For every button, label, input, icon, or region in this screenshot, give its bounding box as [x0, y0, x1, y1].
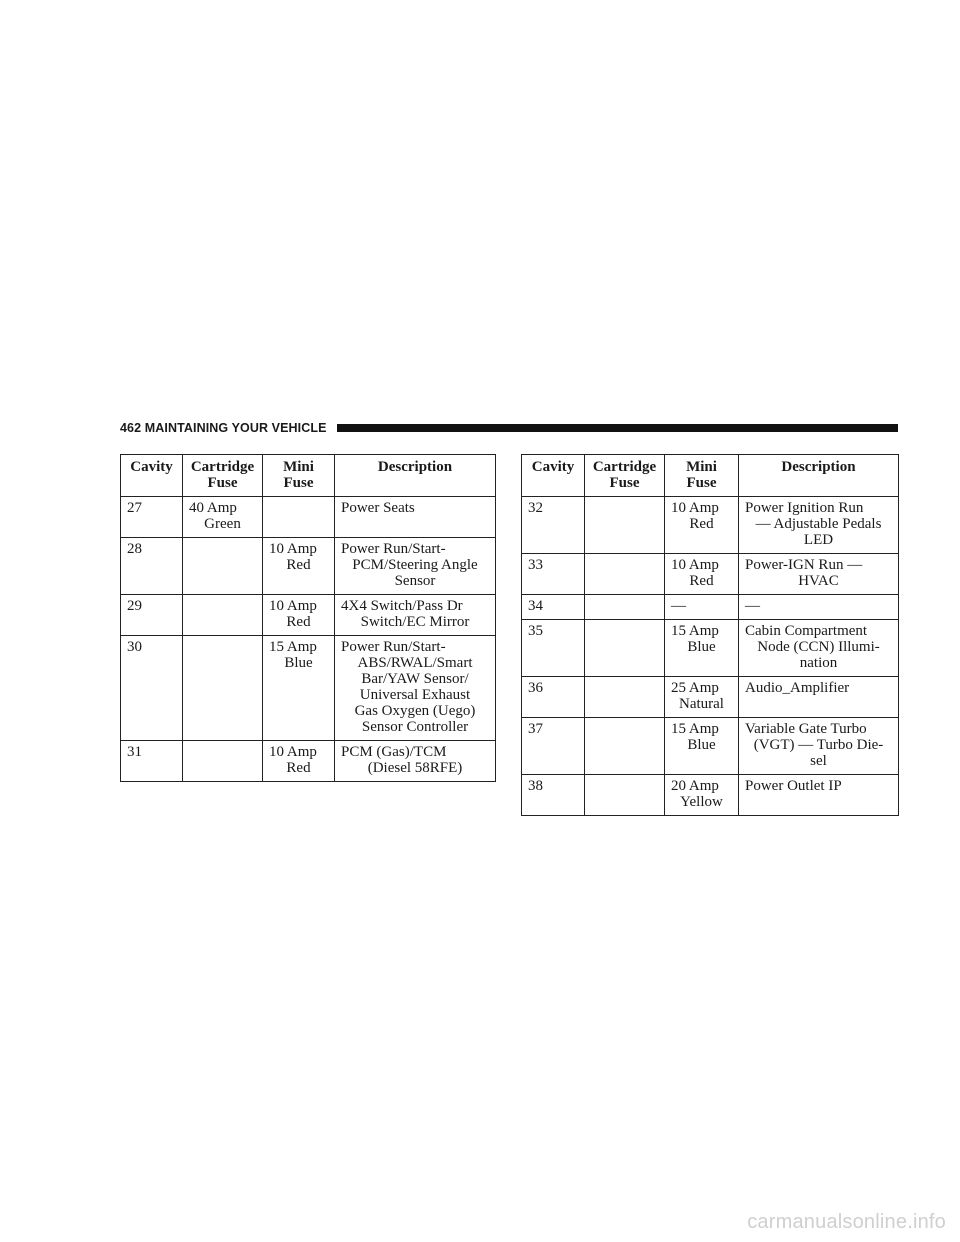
fuse-table-left-body — [121, 497, 496, 782]
table-row — [522, 554, 899, 595]
table-row — [121, 538, 496, 595]
table-row — [522, 677, 899, 718]
mini-fuse-cell: 20 Amp Yellow — [665, 775, 739, 816]
cartridge-fuse-cell — [585, 554, 665, 595]
description-cell: Power Ignition Run — Adjustable Pedals LED — [739, 497, 899, 554]
mini-fuse-cell: 15 Amp Blue — [665, 620, 739, 677]
mini-fuse-cell: — — [665, 595, 739, 620]
description-cell: 4X4 Switch/Pass Dr Switch/EC Mirror — [335, 595, 496, 636]
cartridge-fuse-cell — [183, 595, 263, 636]
cartridge-fuse-cell — [183, 741, 263, 782]
description-cell: — — [739, 595, 899, 620]
description-cell: Power-IGN Run — HVAC — [739, 554, 899, 595]
table-row — [522, 595, 899, 620]
column-header-cavity: Cavity — [522, 455, 585, 497]
column-header-cavity: Cavity — [121, 455, 183, 497]
mini-fuse-cell: 10 Amp Red — [263, 595, 335, 636]
table-row — [121, 595, 496, 636]
cartridge-fuse-cell — [585, 677, 665, 718]
cavity-cell: 29 — [121, 595, 183, 636]
table-row — [522, 620, 899, 677]
description-cell: Audio_Amplifier — [739, 677, 899, 718]
cartridge-fuse-cell — [183, 538, 263, 595]
mini-fuse-cell: 10 Amp Red — [263, 741, 335, 782]
cavity-cell: 38 — [522, 775, 585, 816]
table-row — [121, 497, 496, 538]
mini-fuse-cell: 10 Amp Red — [665, 497, 739, 554]
cartridge-fuse-cell — [585, 775, 665, 816]
column-header-cartridge-fuse: Cartridge Fuse — [183, 455, 263, 497]
description-cell: Cabin Compartment Node (CCN) Illumi- nation — [739, 620, 899, 677]
fuse-table-left — [120, 454, 496, 782]
cavity-cell: 35 — [522, 620, 585, 677]
table-row — [522, 718, 899, 775]
cartridge-fuse-cell: 40 Amp Green — [183, 497, 263, 538]
cavity-cell: 27 — [121, 497, 183, 538]
cartridge-fuse-cell — [585, 718, 665, 775]
column-header-mini-fuse: Mini Fuse — [665, 455, 739, 497]
cavity-cell: 28 — [121, 538, 183, 595]
page-number-title: 462 MAINTAINING YOUR VEHICLE — [120, 421, 327, 435]
column-header-mini-fuse: Mini Fuse — [263, 455, 335, 497]
description-cell: Power Outlet IP — [739, 775, 899, 816]
mini-fuse-cell: 10 Amp Red — [263, 538, 335, 595]
cavity-cell: 36 — [522, 677, 585, 718]
cartridge-fuse-cell — [585, 620, 665, 677]
table-row — [522, 497, 899, 554]
mini-fuse-cell: 10 Amp Red — [665, 554, 739, 595]
column-header-description: Description — [335, 455, 496, 497]
cavity-cell: 34 — [522, 595, 585, 620]
cavity-cell: 30 — [121, 636, 183, 741]
cavity-cell: 37 — [522, 718, 585, 775]
watermark: carmanualsonline.info — [747, 1211, 946, 1233]
table-header-row — [522, 455, 899, 497]
cartridge-fuse-cell — [585, 595, 665, 620]
fuse-table-right — [521, 454, 899, 816]
cavity-cell: 33 — [522, 554, 585, 595]
column-header-description: Description — [739, 455, 899, 497]
cartridge-fuse-cell — [585, 497, 665, 554]
column-header-cartridge-fuse: Cartridge Fuse — [585, 455, 665, 497]
header-rule — [337, 424, 898, 432]
description-cell: Power Seats — [335, 497, 496, 538]
fuse-table-right-body — [522, 497, 899, 816]
description-cell: Power Run/Start- PCM/Steering Angle Sensor — [335, 538, 496, 595]
mini-fuse-cell: 25 Amp Natural — [665, 677, 739, 718]
cavity-cell: 32 — [522, 497, 585, 554]
table-header-row — [121, 455, 496, 497]
table-row — [121, 741, 496, 782]
mini-fuse-cell: 15 Amp Blue — [263, 636, 335, 741]
description-cell: Power Run/Start- ABS/RWAL/Smart Bar/YAW Sensor/ Universal Exhaust Gas Oxygen (Uego) Sensor Controller — [335, 636, 496, 741]
mini-fuse-cell: 15 Amp Blue — [665, 718, 739, 775]
page-header — [120, 418, 898, 438]
description-cell: PCM (Gas)/TCM (Diesel 58RFE) — [335, 741, 496, 782]
cavity-cell: 31 — [121, 741, 183, 782]
table-row — [522, 775, 899, 816]
table-row — [121, 636, 496, 741]
description-cell: Variable Gate Turbo (VGT) — Turbo Die- sel — [739, 718, 899, 775]
mini-fuse-cell — [263, 497, 335, 538]
cartridge-fuse-cell — [183, 636, 263, 741]
